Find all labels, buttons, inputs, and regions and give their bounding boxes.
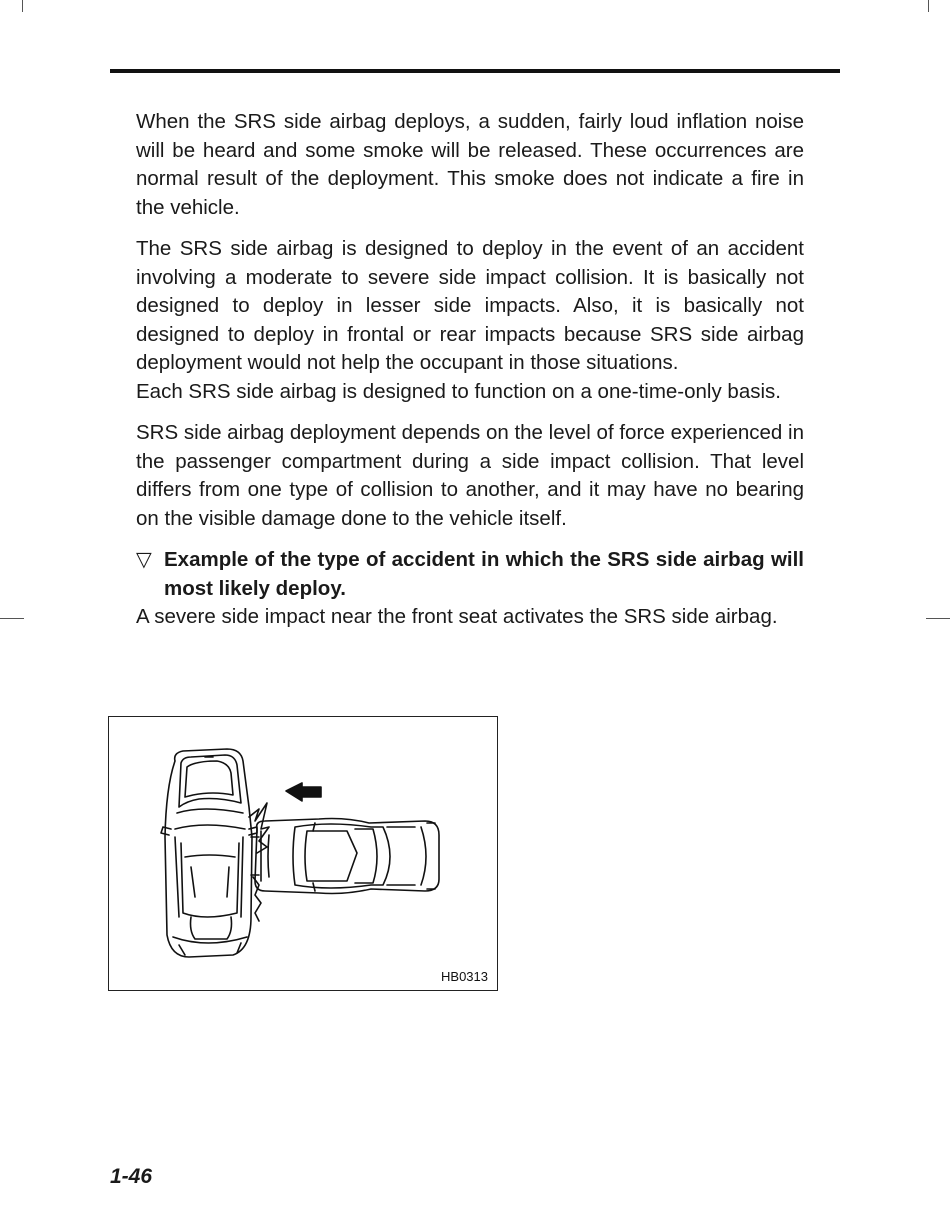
crop-mark-mid-right: [926, 618, 950, 619]
triangle-marker-icon: ▽: [136, 548, 152, 571]
example-heading: [136, 546, 804, 603]
figure-code: HB0313: [441, 969, 488, 984]
example-description: A severe side impact near the front seat activates the SRS side airbag.: [136, 605, 778, 628]
paragraph-design-intent: The SRS side airbag is designed to deploy in the event of an accident involving a moderate to severe side impact collision. It is basically not designed to deploy in lesser side impacts. Also, it is basically not designed to deploy in frontal or rear impacts because SRS side airbag deployment would not help the occupant in those situations.: [136, 237, 804, 374]
crop-mark-top-right: [928, 0, 929, 12]
striking-car-icon: [251, 819, 439, 894]
page-number: 1-46: [110, 1165, 153, 1188]
car-side-impact-illustration-icon: [109, 717, 499, 992]
body-text: [136, 108, 804, 645]
paragraph-force-level: SRS side airbag deployment depends on the level of force experienced in the passenger compartment during a side impact collision. That level differs from one type of collision to another, and it may have no bearing on the visible damage done to the vehicle itself.: [136, 421, 804, 530]
struck-car-icon: [161, 749, 257, 957]
header-rule: [110, 69, 840, 73]
figure-box: [108, 716, 498, 991]
crop-mark-top-left: [22, 0, 23, 12]
crop-mark-mid-left: [0, 618, 24, 619]
paragraph-one-time-use: Each SRS side airbag is designed to function on a one-time-only basis.: [136, 379, 781, 403]
impact-direction-arrow-icon: [286, 783, 321, 801]
paragraph-deployment-noise: When the SRS side airbag deploys, a sudden, fairly loud inflation noise will be heard and some smoke will be released. These occurrences are normal result of the deployment. This smoke does not indicate a fire in the vehicle.: [136, 110, 804, 219]
example-heading-text: Example of the type of accident in which the SRS side airbag will most likely deploy.: [164, 548, 804, 600]
